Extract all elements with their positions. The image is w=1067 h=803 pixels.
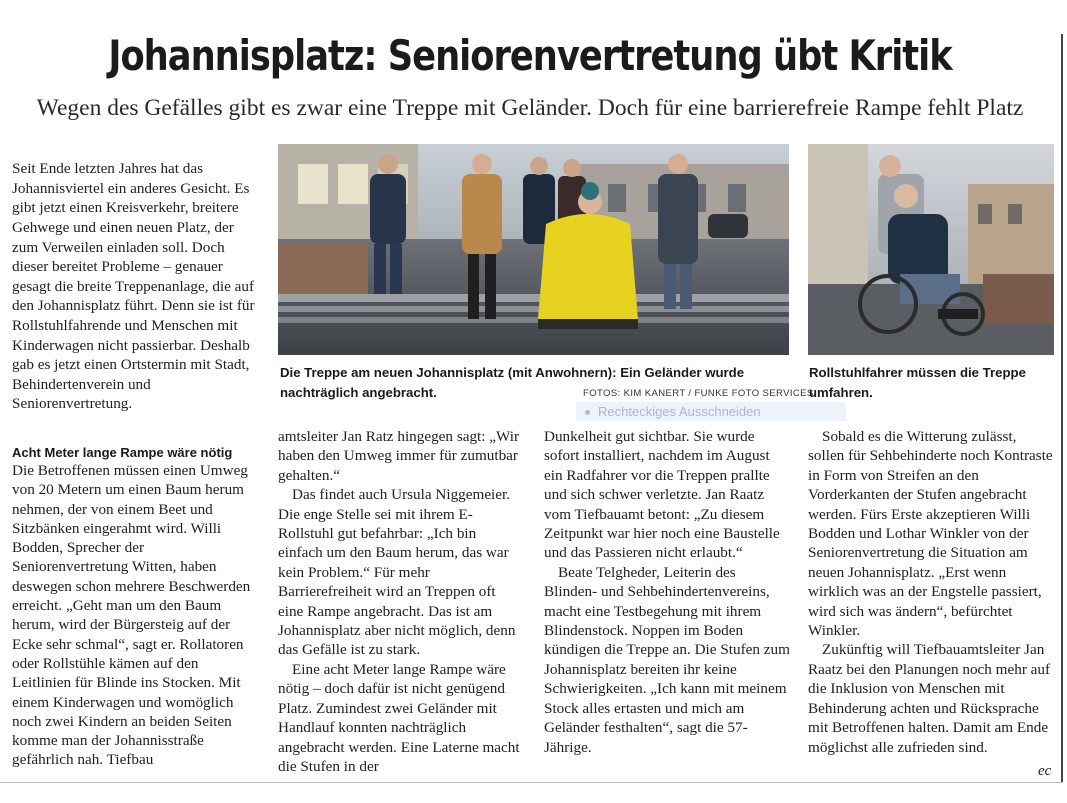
- snip-bullet-icon: [585, 410, 590, 415]
- side-photo-caption: Rollstuhlfahrer müssen die Treppe umfahren.: [809, 365, 1026, 400]
- paragraph-3-continued: Dunkelheit gut sichtbar. Sie wurde sofort installiert, nachdem im August ein Radfahrer vor die Treppen prallte und sich schwer verletzte. Jan Raatz vom Tiefbauamt betont: „Zu diesem Zeitpunkt war hier noch eine Baustelle und das Passieren nicht erlaubt.“: [544, 428, 780, 562]
- side-photo-wheelchair: [808, 144, 1054, 355]
- article-subheadline: Wegen des Gefälles gibt es zwar eine Treppe mit Geländer. Doch für eine barrierefreie Rampe fehlt Platz: [36, 95, 1024, 121]
- tooltip-label: Rechteckiges Ausschneiden: [598, 404, 761, 419]
- paragraph-3: Eine acht Meter lange Rampe wäre nötig – doch dafür ist nicht genügend Platz. Zumindest zwei Geländer mit Handlauf konnten nachträglich angebracht werden. Eine Laterne macht die Stufen in der: [278, 660, 520, 775]
- article-subheading: Acht Meter lange Rampe wäre nötig: [12, 445, 233, 460]
- article-headline: Johannisplatz: Seniorenvertretung übt Kritik: [108, 31, 952, 80]
- paragraph-6: Zukünftig will Tiefbauamtsleiter Jan Raatz bei den Planungen noch mehr auf die Inklusion von Menschen mit Behinderung achten und Rücksprache mit Betroffenen halten. Damit am Ende möglichst alle zufrieden sind.: [808, 641, 1051, 756]
- page-border-right: [1061, 34, 1063, 782]
- article-body-col2: [278, 427, 524, 776]
- paragraph-5: Sobald es die Witterung zulässt, sollen für Sehbehinderte noch Kontraste in Form von Streifen an den Vorderkanten der Stufen angebracht werden. Fürs Erste akzeptieren Willi Bodden und Lothar Winkler von der Seniorenvertretung die Situation am neuen Johannisplatz. „Erst wenn wirklich was an der Engstelle passiert, wird sich was ändern“, befürchtet Winkler.: [808, 428, 1053, 640]
- main-photo-caption: Die Treppe am neuen Johannisplatz (mit Anwohnern): Ein Geländer wurde nachträglich angebracht.: [280, 365, 745, 400]
- article-intro: Seit Ende letzten Jahres hat das Johannisviertel ein anderes Gesicht. Es gibt jetzt einen Kreisverkehr, breitere Gehwege und einen neuen Platz, der zum Verweilen einladen soll. Doch dieser bereitet Probleme – genauer gesagt die breite Treppenanlage, die auf den Johannisplatz führt. Denn sie ist für Rollstuhlfahrende und Menschen mit Kinderwagen nicht passierbar. Deshalb gab es jetzt einen Ortstermin mit Stadt, Behindertenverein und Seniorenvertretung.: [12, 160, 255, 413]
- main-photo-staircase: [278, 144, 789, 355]
- author-signature: ec: [1038, 763, 1052, 779]
- page-border-bottom: [0, 782, 1063, 783]
- photo-credit: FOTOS: KIM KANERT / FUNKE FOTO SERVICES: [583, 388, 814, 399]
- paragraph-1-continued: amtsleiter Jan Ratz hingegen sagt: „Wir haben den Umweg immer für zumutbar gehalten.“: [278, 428, 520, 484]
- wheelchair-photo-image: [808, 144, 1054, 355]
- rectangular-snip-tooltip[interactable]: [576, 402, 846, 421]
- paragraph-2: Das findet auch Ursula Niggemeier. Die enge Stelle sei mit ihrem E-Rollstuhl gut befahrbar: „Ich bin einfach um den Baum herum, das war kein Problem.“ Für mehr Barrierefreiheit wird an Treppen oft eine Rampe angebracht. Das ist am Johannisplatz aber nicht möglich, denn das Gefälle ist zu stark.: [278, 486, 516, 659]
- staircase-photo-image: [278, 144, 789, 355]
- article-body-col1: [12, 461, 258, 770]
- paragraph-4: Beate Telgheder, Leiterin des Blinden- und Sehbehindertenvereins, macht eine Testbegehung mit ihrem Blindenstock. Noppen im Boden kündigen die Treppe an. Die Stufen zum Johannisplatz bereiten ihr keine Schwierigkeiten. „Ich kann mit meinem Stock alles ertasten und mich am Geländer festhalten“, sagt die 57-Jährige.: [544, 563, 790, 756]
- article-body-col4: [808, 427, 1054, 757]
- paragraph-1: Die Betroffenen müssen einen Umweg von 20 Metern um einen Baum herum nehmen, der von einem Beet und Sitzbänken eingerahmt wird. Willi Bodden, Sprecher der Seniorenvertretung Witten, haben deswegen schon mehrere Beschwerden erreicht. „Geht man um den Baum herum, wird der Bürgersteig auf der Ecke sehr schmal“, sagt er. Rollatoren oder Rollstühle kämen auf den Leitlinien für Blinde ins Stocken. Mit einem Kinderwagen und womöglich noch zwei Kindern an beiden Seiten komme man der Johannisstraße gefährlich nah. Tiefbau: [12, 462, 251, 769]
- article-body-col3: [544, 427, 790, 757]
